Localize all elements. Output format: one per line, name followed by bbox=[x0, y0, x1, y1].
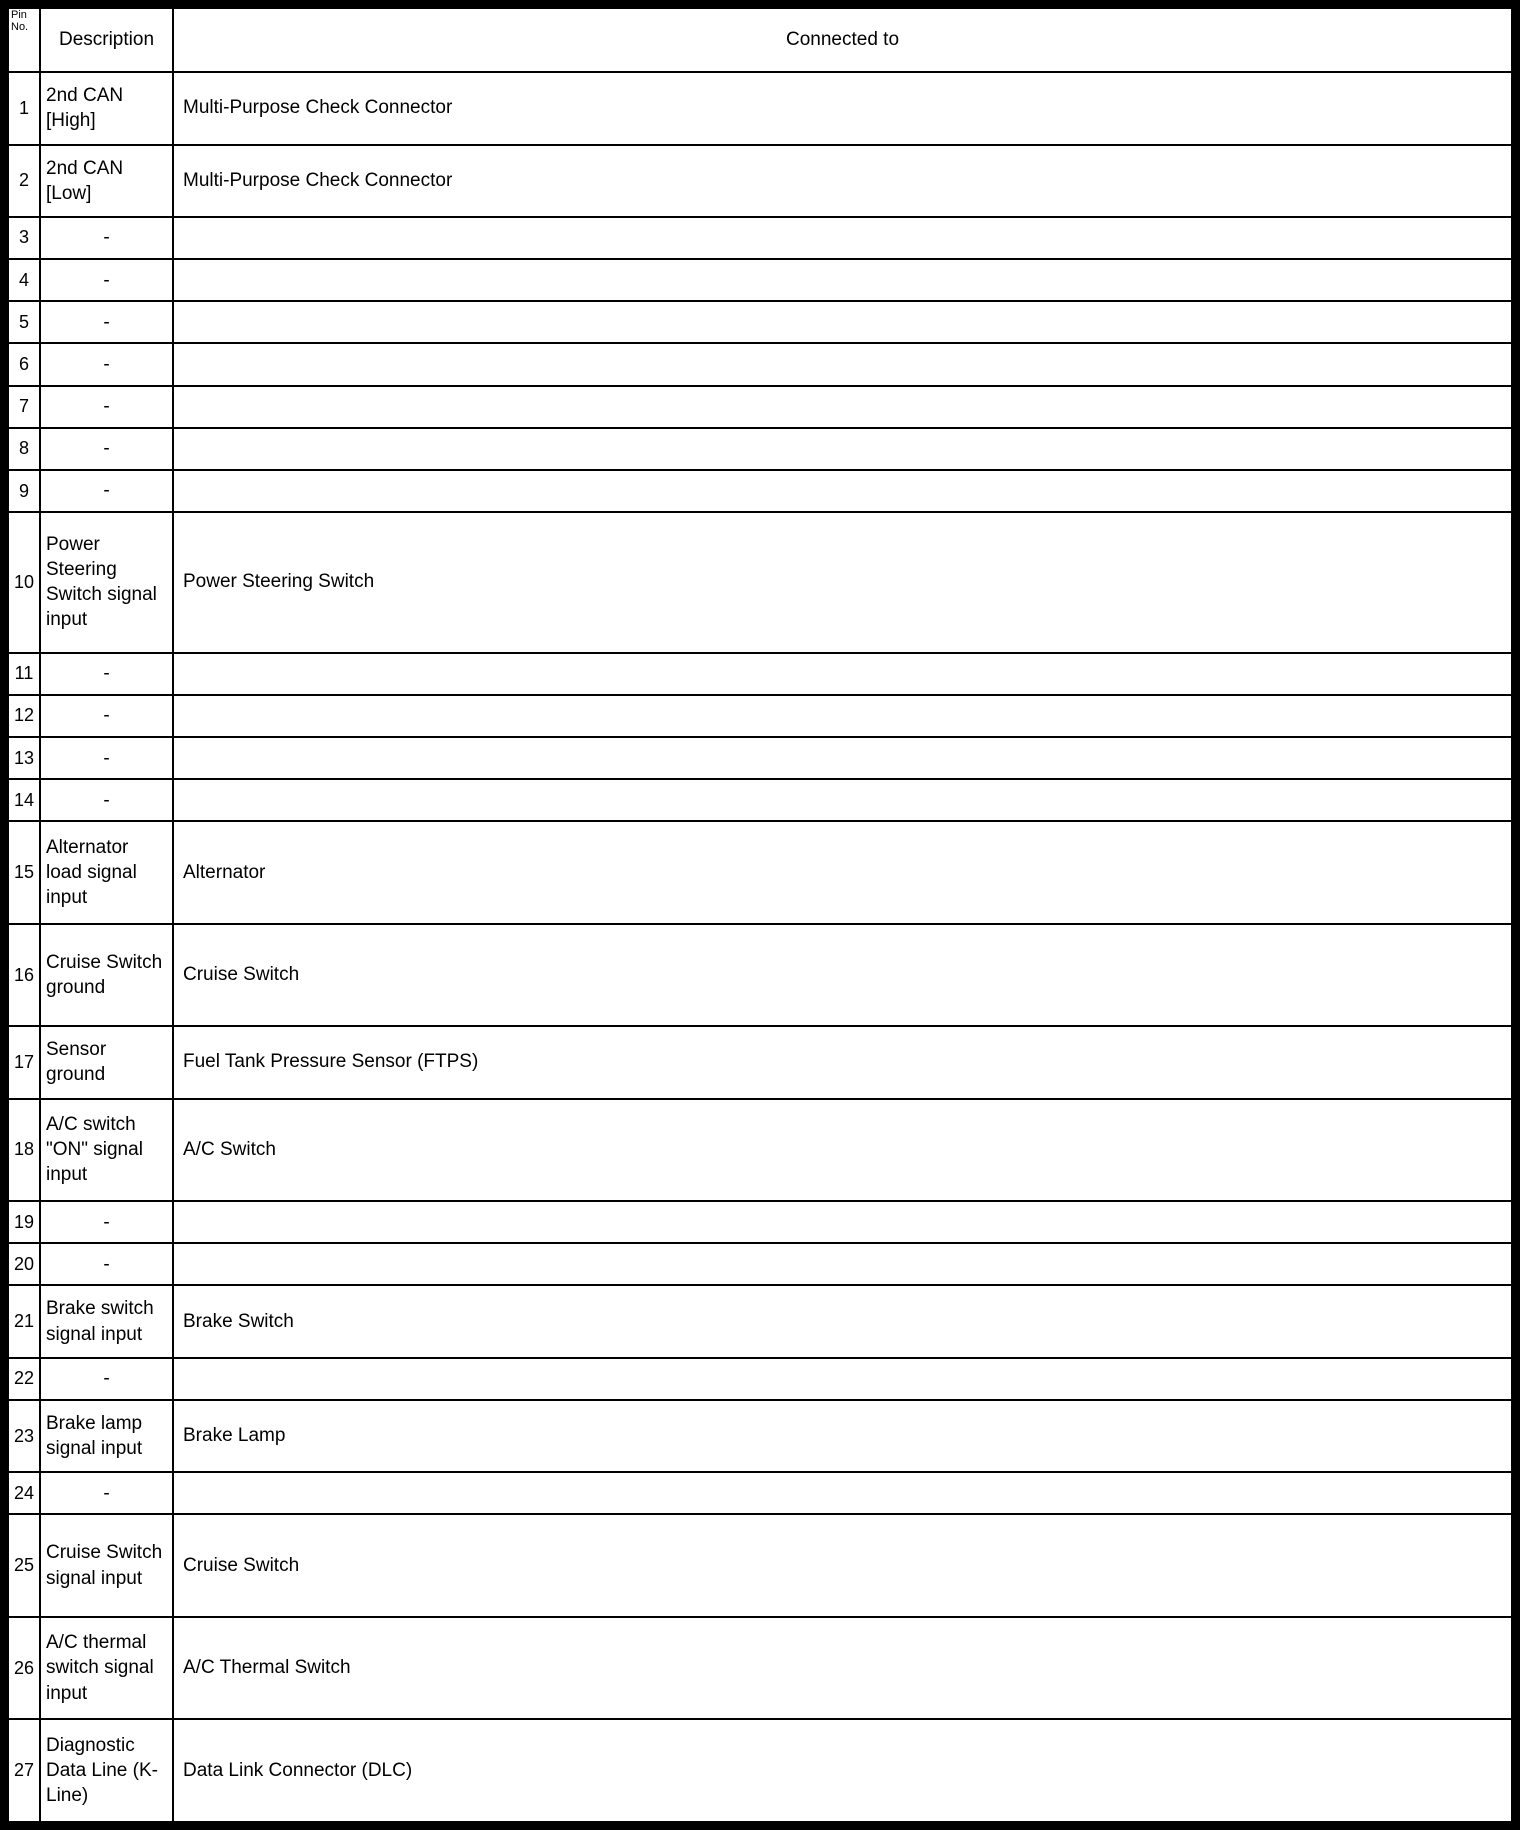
table-row bbox=[8, 72, 1512, 144]
description-cell: 2nd CAN [Low] bbox=[40, 145, 173, 217]
description-cell: - bbox=[40, 737, 173, 779]
table-row bbox=[8, 1400, 1512, 1472]
table-row bbox=[8, 428, 1512, 470]
connected-cell: Multi-Purpose Check Connector bbox=[173, 72, 1512, 144]
connected-cell bbox=[173, 737, 1512, 779]
pin-cell: 22 bbox=[8, 1358, 40, 1400]
pin-cell: 18 bbox=[8, 1099, 40, 1201]
connected-cell: A/C Thermal Switch bbox=[173, 1617, 1512, 1719]
connected-cell: Alternator bbox=[173, 821, 1512, 923]
pin-cell: 4 bbox=[8, 259, 40, 301]
pin-cell: 1 bbox=[8, 72, 40, 144]
description-cell: - bbox=[40, 1472, 173, 1514]
pin-cell: 11 bbox=[8, 653, 40, 695]
pin-cell: 21 bbox=[8, 1285, 40, 1357]
table-row bbox=[8, 779, 1512, 821]
table-row bbox=[8, 1358, 1512, 1400]
table-row bbox=[8, 653, 1512, 695]
connected-cell: Brake Switch bbox=[173, 1285, 1512, 1357]
pin-cell: 9 bbox=[8, 470, 40, 512]
description-cell: Diagnostic Data Line (K-Line) bbox=[40, 1719, 173, 1822]
description-cell: Cruise Switch ground bbox=[40, 924, 173, 1026]
description-cell: - bbox=[40, 653, 173, 695]
connected-cell bbox=[173, 428, 1512, 470]
description-cell: - bbox=[40, 1358, 173, 1400]
pin-cell: 19 bbox=[8, 1201, 40, 1243]
description-cell: - bbox=[40, 1243, 173, 1285]
table-row bbox=[8, 386, 1512, 428]
description-cell: - bbox=[40, 301, 173, 343]
table-row bbox=[8, 695, 1512, 737]
connected-cell: Data Link Connector (DLC) bbox=[173, 1719, 1512, 1822]
table-row bbox=[8, 343, 1512, 385]
description-cell: - bbox=[40, 779, 173, 821]
connected-cell bbox=[173, 470, 1512, 512]
description-cell: - bbox=[40, 259, 173, 301]
description-cell: Brake switch signal input bbox=[40, 1285, 173, 1357]
pin-cell: 27 bbox=[8, 1719, 40, 1822]
pin-cell: 13 bbox=[8, 737, 40, 779]
pin-cell: 24 bbox=[8, 1472, 40, 1514]
pin-cell: 17 bbox=[8, 1026, 40, 1098]
description-cell: - bbox=[40, 1201, 173, 1243]
table-header-row bbox=[8, 8, 1512, 72]
description-cell: - bbox=[40, 386, 173, 428]
connected-cell bbox=[173, 1358, 1512, 1400]
table-row bbox=[8, 1472, 1512, 1514]
table-row bbox=[8, 301, 1512, 343]
pin-cell: 7 bbox=[8, 386, 40, 428]
description-cell: - bbox=[40, 343, 173, 385]
pin-cell: 2 bbox=[8, 145, 40, 217]
connected-cell: Fuel Tank Pressure Sensor (FTPS) bbox=[173, 1026, 1512, 1098]
pin-cell: 25 bbox=[8, 1514, 40, 1616]
description-cell: Sensor ground bbox=[40, 1026, 173, 1098]
pin-assignment-table bbox=[7, 7, 1513, 1823]
connected-cell bbox=[173, 1201, 1512, 1243]
pin-cell: 5 bbox=[8, 301, 40, 343]
description-cell: A/C switch "ON" signal input bbox=[40, 1099, 173, 1201]
pin-cell: 14 bbox=[8, 779, 40, 821]
connected-cell: Cruise Switch bbox=[173, 924, 1512, 1026]
table-row bbox=[8, 924, 1512, 1026]
pin-cell: 23 bbox=[8, 1400, 40, 1472]
table-row bbox=[8, 1243, 1512, 1285]
header-connected: Connected to bbox=[173, 8, 1512, 72]
connected-cell bbox=[173, 695, 1512, 737]
connected-cell bbox=[173, 653, 1512, 695]
table-row bbox=[8, 1285, 1512, 1357]
connected-cell: Multi-Purpose Check Connector bbox=[173, 145, 1512, 217]
table-row bbox=[8, 1617, 1512, 1719]
table-row bbox=[8, 145, 1512, 217]
pin-cell: 3 bbox=[8, 217, 40, 259]
description-cell: - bbox=[40, 695, 173, 737]
connected-cell bbox=[173, 217, 1512, 259]
table-row bbox=[8, 217, 1512, 259]
connected-cell: Brake Lamp bbox=[173, 1400, 1512, 1472]
pin-cell: 16 bbox=[8, 924, 40, 1026]
table-row bbox=[8, 512, 1512, 653]
description-cell: - bbox=[40, 428, 173, 470]
pin-cell: 26 bbox=[8, 1617, 40, 1719]
connected-cell: Cruise Switch bbox=[173, 1514, 1512, 1616]
connected-cell bbox=[173, 386, 1512, 428]
connected-cell bbox=[173, 259, 1512, 301]
table-row bbox=[8, 1719, 1512, 1822]
table-row bbox=[8, 1026, 1512, 1098]
pin-cell: 10 bbox=[8, 512, 40, 653]
table-row bbox=[8, 1201, 1512, 1243]
description-cell: 2nd CAN [High] bbox=[40, 72, 173, 144]
table-row bbox=[8, 821, 1512, 923]
description-cell: Power Steering Switch signal input bbox=[40, 512, 173, 653]
connected-cell bbox=[173, 343, 1512, 385]
table-row bbox=[8, 737, 1512, 779]
connected-cell bbox=[173, 1243, 1512, 1285]
connected-cell bbox=[173, 301, 1512, 343]
header-pin-no: Pin No. bbox=[8, 8, 40, 72]
connected-cell bbox=[173, 779, 1512, 821]
header-description: Description bbox=[40, 8, 173, 72]
pin-cell: 12 bbox=[8, 695, 40, 737]
connected-cell: A/C Switch bbox=[173, 1099, 1512, 1201]
pin-cell: 6 bbox=[8, 343, 40, 385]
pin-cell: 15 bbox=[8, 821, 40, 923]
pin-cell: 20 bbox=[8, 1243, 40, 1285]
description-cell: A/C thermal switch signal input bbox=[40, 1617, 173, 1719]
description-cell: - bbox=[40, 217, 173, 259]
connected-cell: Power Steering Switch bbox=[173, 512, 1512, 653]
description-cell: Cruise Switch signal input bbox=[40, 1514, 173, 1616]
table-row bbox=[8, 259, 1512, 301]
connected-cell bbox=[173, 1472, 1512, 1514]
description-cell: Brake lamp signal input bbox=[40, 1400, 173, 1472]
description-cell: Alternator load signal input bbox=[40, 821, 173, 923]
table-row bbox=[8, 470, 1512, 512]
pin-cell: 8 bbox=[8, 428, 40, 470]
table-row bbox=[8, 1514, 1512, 1616]
description-cell: - bbox=[40, 470, 173, 512]
table-row bbox=[8, 1099, 1512, 1201]
